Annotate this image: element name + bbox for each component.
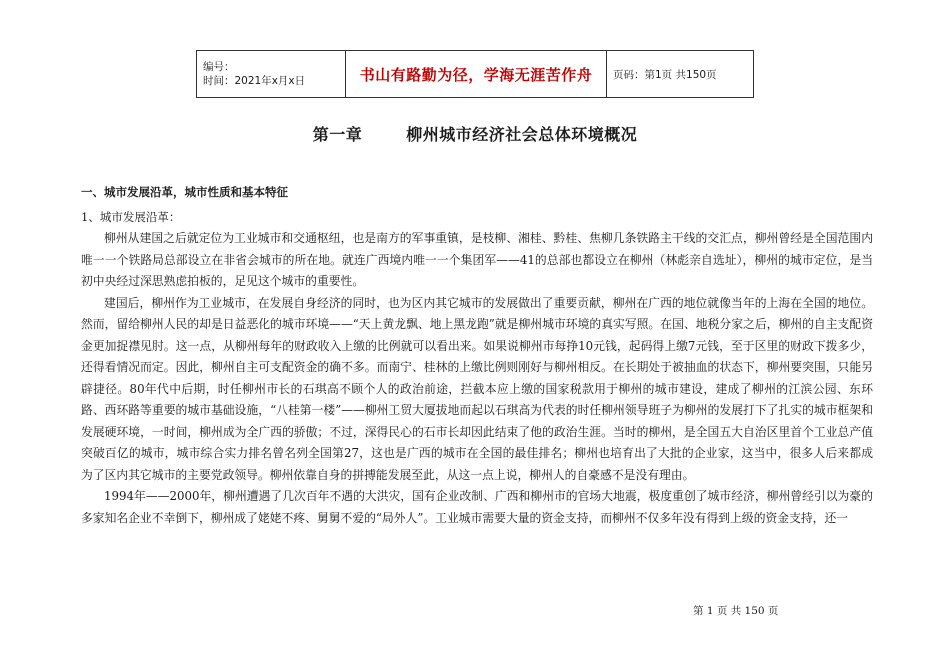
chapter-number: 第一章 (312, 125, 363, 144)
motto-cell (346, 51, 607, 98)
subsection-heading: 1、城市发展沿革： (81, 210, 181, 224)
page-info-text: 页码：第1页 共150页 (613, 68, 717, 81)
page-info-cell (607, 51, 754, 98)
paragraph: 建国后，柳州作为工业城市，在发展自身经济的同时，也为区内其它城市的发展做出了重要贡献，柳州在广西的地位就像当年的上海在全国的地位。然而，留给柳州人民的却是日益恶化的城市环境——“天上黄龙飘、地上黑龙跑”就是柳州城市环境的真实写照。在国、地税分家之后，柳州的自主支配资金更加捉襟见肘。这一点，从柳州每年的财政收入上缴的比例就可以看出来。如果说柳州市每挣10元钱，起码得上缴7元钱，至于区里的财政下拨多少，还得看情况而定。因此，柳州自主可支配资金的确不多。而南宁、桂林的上缴比例则刚好与柳州相反。在长期处于被抽血的状态下，柳州要突围，只能另辟捷径。80年代中后期，时任柳州市长的石琪高不顾个人的政治前途，拦截本应上缴的国家税款用于柳州的城市建设，建成了柳州的江滨公园、东环路、西环路等重要的城市基础设施，“八桂第一楼”——柳州工贸大厦拔地而起以石琪高为代表的时任柳州领导班子为柳州的发展打下了扎实的城市框架和发展硬环境，一时间，柳州成为全广西的骄傲；不过，深得民心的石市长却因此结束了他的政治生涯。当时的柳州，是全国五大自治区里首个工业总产值突破百亿的城市，城市综合实力排名曾名列全国第27，这也是广西的城市在全国的最佳排名；柳州也培育出了大批的企业家，这当中，很多人后来都成为了区内其它城市的主要党政领导。柳州依靠自身的拼搏能发展至此，从这一点上说，柳州人的自豪感不是没有理由。 (81, 295, 873, 482)
chapter-title (0, 122, 950, 145)
number-label: 编号： (203, 61, 235, 73)
document-header-table (196, 50, 754, 98)
body-text (81, 228, 873, 529)
chapter-name: 柳州城市经济社会总体环境概况 (406, 125, 638, 144)
motto-text: 书山有路勤为径，学海无涯苦作舟 (359, 65, 593, 84)
paragraph: 1994年——2000年，柳州遭遇了几次百年不遇的大洪灾，国有企业改制、广西和柳州市的官场大地震，极度重创了城市经济，柳州曾经引以为豪的多家知名企业不幸倒下，柳州成了姥姥不疼、舅舅不爱的“局外人”。工业城市需要大量的资金支持，而柳州不仅多年没有得到上级的资金支持，还一 (81, 489, 873, 525)
time-label: 时间：2021年x月x日 (203, 75, 306, 87)
page-footer: 第 1 页 共 150 页 (693, 605, 779, 617)
header-meta-cell (197, 51, 346, 98)
paragraph: 柳州从建国之后就定位为工业城市和交通枢纽，也是南方的军事重镇，是枝柳、湘桂、黔桂、焦柳几条铁路主干线的交汇点，柳州曾经是全国范围内唯一一个铁路局总部设立在非省会城市的所在地。就连广西境内唯一一个集团军——41的总部也都设立在柳州（林彪亲自选址），柳州的城市定位，是当初中央经过深思熟虑拍板的，足见这个城市的重要性。 (81, 231, 873, 288)
section-heading: 一、城市发展沿革，城市性质和基本特征 (81, 185, 288, 199)
